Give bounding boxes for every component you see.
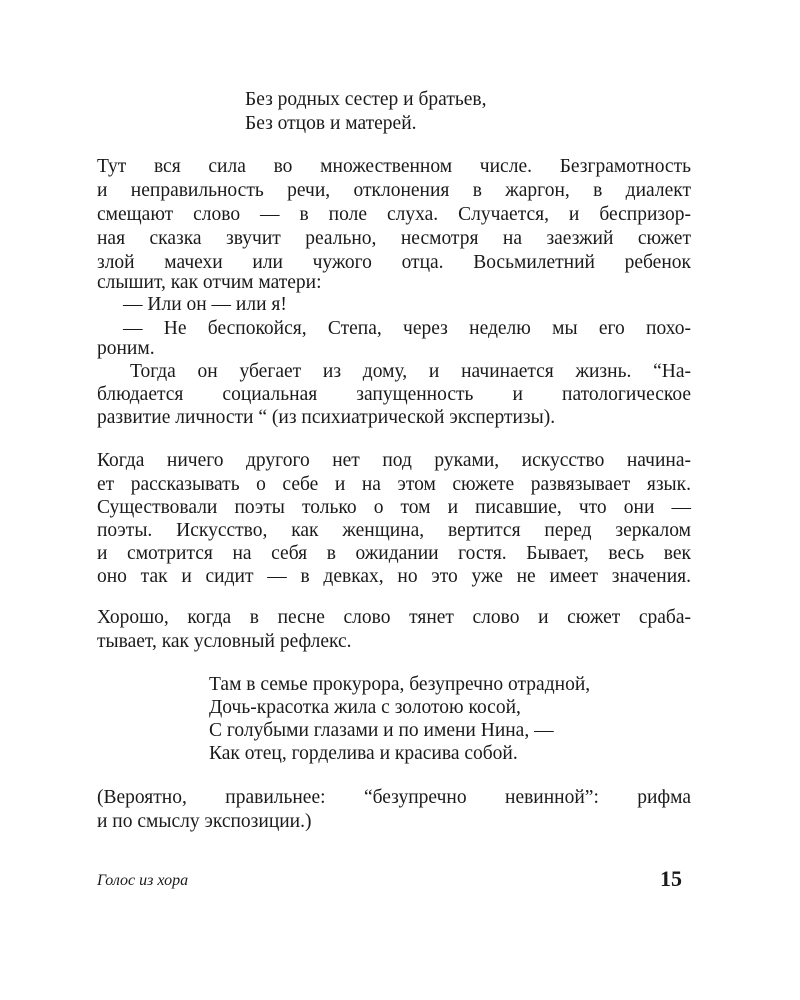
paragraph-line: Хорошо, когда в песне слово тянет слово и сюжет сраба-: [97, 607, 691, 628]
paragraph-line: слышит, как отчим матери:: [97, 272, 322, 293]
paragraph-line: Тогда он убегает из дому, и начинается жизнь. “На-: [130, 361, 691, 382]
verse-line: С голубыми глазами и по имени Нина, —: [209, 720, 554, 741]
paragraph-line: оно так и сидит — в девках, но это уже не имеет значения.: [97, 566, 691, 587]
paragraph-line: развитие личности “ (из психиатрической экспертизы).: [97, 407, 556, 428]
paragraph-line: злой мачехи или чужого отца. Восьмилетний ребенок: [97, 252, 691, 273]
running-footer-title: Голос из хора: [97, 872, 189, 889]
paragraph-line: смещают слово — в поле слуха. Случается, и беспризор-: [97, 204, 691, 225]
paragraph-line: и по смыслу экспозиции.): [97, 811, 312, 832]
paragraph-line: (Вероятно, правильнее: “безупречно невинной”: рифма: [97, 787, 691, 808]
paragraph-line: Существовали поэты только о том и писавшие, что они —: [97, 497, 691, 518]
paragraph-line: ет рассказывать о себе и на этом сюжете развязывает язык.: [97, 474, 691, 495]
page-number: 15: [660, 866, 682, 891]
paragraph-line: блюдается социальная запущенность и патологическое: [97, 384, 691, 405]
dialog-line: — Или он — или я!: [123, 294, 287, 315]
paragraph-line: тывает, как условный рефлекс.: [97, 631, 352, 652]
paragraph-line: Тут вся сила во множественном числе. Безграмотность: [97, 156, 691, 177]
paragraph-line: и смотрится на себя в ожидании гостя. Бывает, весь век: [97, 543, 691, 564]
paragraph-line: и неправильность речи, отклонения в жаргон, в диалект: [97, 180, 691, 201]
paragraph-line: Когда ничего другого нет под руками, искусство начина-: [97, 450, 691, 471]
verse-line: Без отцов и матерей.: [245, 113, 417, 134]
dialog-line: — Не беспокойся, Степа, через неделю мы его похо-: [123, 318, 691, 339]
verse-line: Как отец, горделива и красива собой.: [209, 743, 518, 764]
verse-line: Без родных сестер и братьев,: [245, 89, 487, 110]
paragraph-line: поэты. Искусство, как женщина, вертится перед зеркалом: [97, 520, 691, 541]
dialog-line: роним.: [97, 338, 155, 359]
paragraph-line: ная сказка звучит реально, несмотря на заезжий сюжет: [97, 228, 691, 249]
verse-line: Там в семье прокурора, безупречно отрадной,: [209, 674, 591, 695]
verse-line: Дочь-красотка жила с золотою косой,: [209, 697, 521, 718]
